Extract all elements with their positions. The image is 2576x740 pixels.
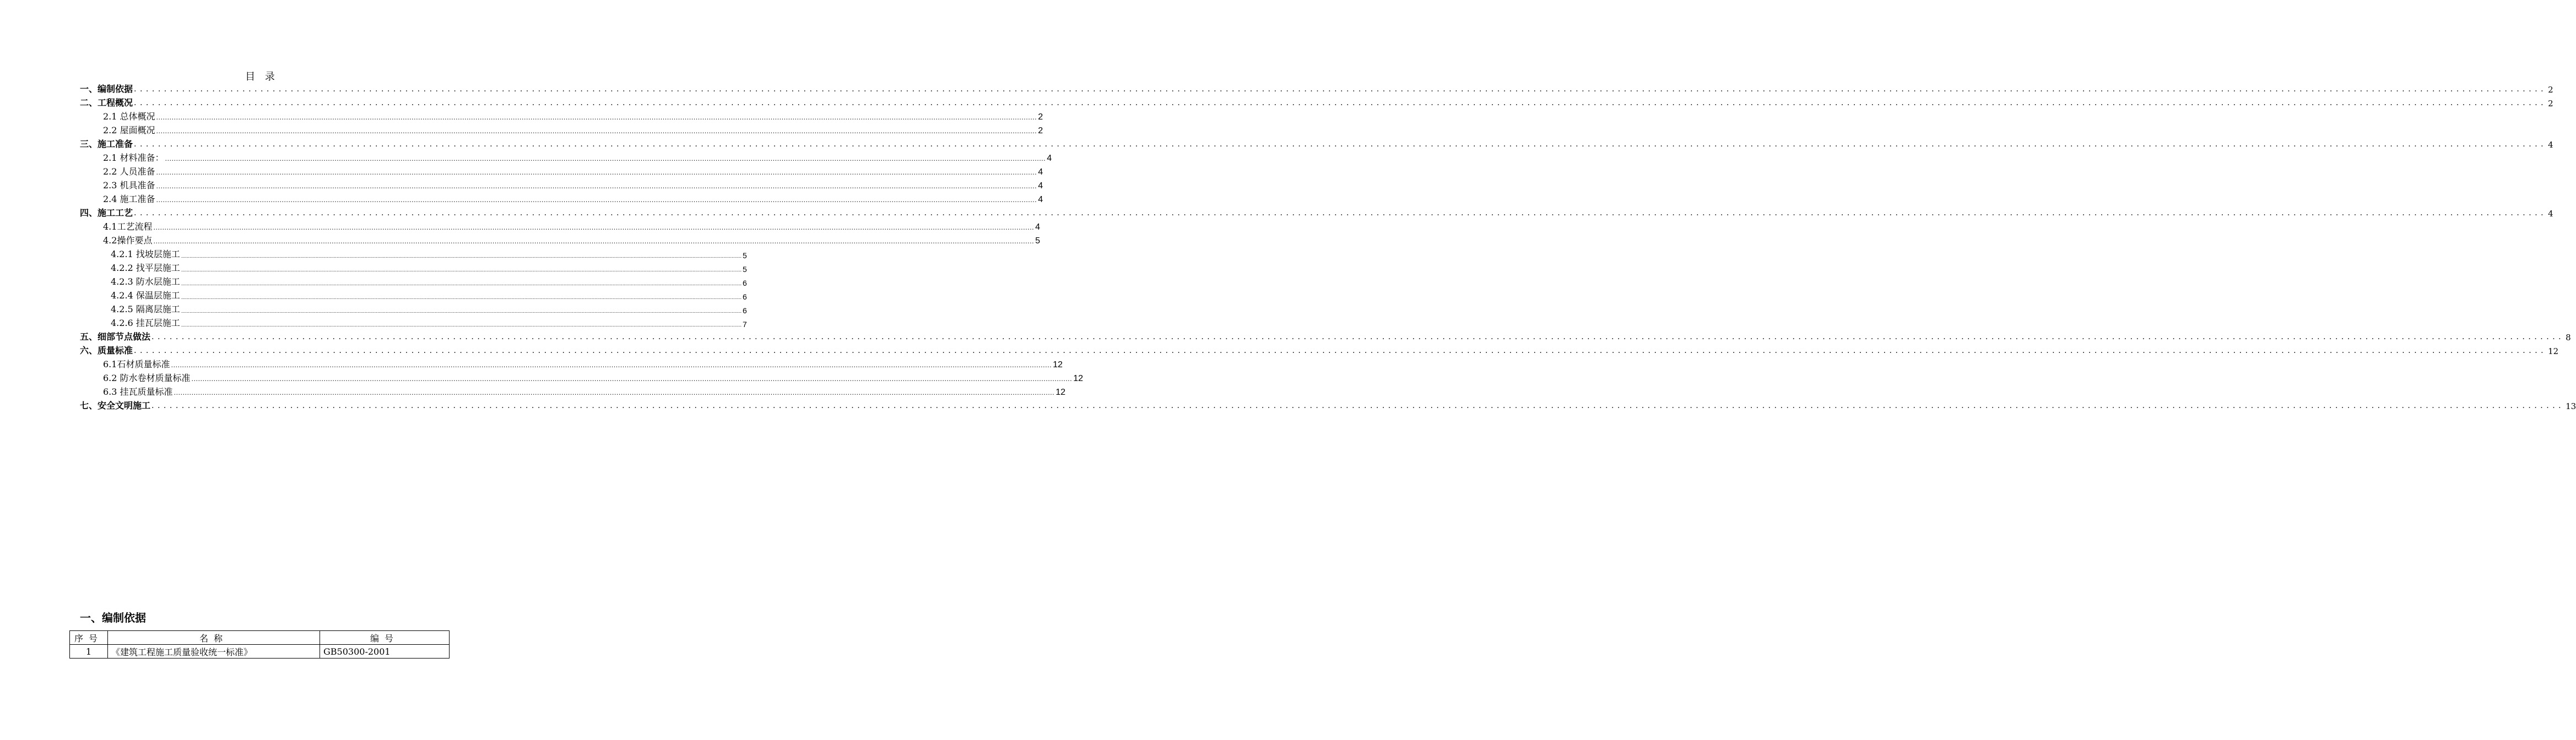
toc-entry-label: 2.3 机具准备 — [103, 180, 155, 191]
toc-entry-page: 12 — [1053, 360, 1063, 369]
toc-entry[interactable] — [80, 96, 2553, 108]
cell-name: 《建筑工程施工质量验收统一标准》 — [108, 645, 320, 659]
toc-entry[interactable] — [103, 193, 1043, 205]
toc-entry-label: 6.2 防水卷材质量标准 — [103, 373, 191, 383]
toc-entry[interactable] — [103, 234, 1040, 246]
toc-entry-page: 4 — [1047, 154, 1052, 163]
header-name: 名称 — [108, 631, 320, 645]
toc-leader-dots: ................................................................................................................................................................................................................................................................................................................................................................................................................ — [181, 268, 742, 273]
toc-entry[interactable] — [80, 344, 2559, 356]
toc-entry[interactable] — [103, 124, 1043, 136]
toc-entry[interactable] — [103, 165, 1043, 177]
toc-leader-dots: ................................................................................................................................................................................................................................................................................................................................................................................................................ — [156, 114, 1037, 121]
toc-entry-page: 4 — [2548, 209, 2553, 219]
toc-entry[interactable] — [80, 206, 2553, 219]
toc-entry-page: 4 — [1038, 195, 1043, 204]
toc-entry-page: 6 — [743, 279, 747, 287]
toc-entry[interactable] — [80, 138, 2553, 150]
toc-leader-dots: ................................................................................................................................................................................................................................................................................................................................................................................................................ — [156, 128, 1037, 135]
toc-leader-dots: ................................................................................................................................................................................................................................................................................................................................................................................................................ — [134, 140, 2547, 149]
toc-entry-page: 5 — [743, 251, 747, 260]
toc-entry-label: 三、施工准备 — [80, 139, 133, 149]
cell-code: GB50300-2001 — [320, 645, 450, 659]
toc-leader-dots: ................................................................................................................................................................................................................................................................................................................................................................................................................ — [181, 254, 742, 259]
toc-leader-dots: ................................................................................................................................................................................................................................................................................................................................................................................................................ — [156, 197, 1037, 204]
toc-entry-page: 13 — [2566, 401, 2576, 411]
toc-leader-dots: ................................................................................................................................................................................................................................................................................................................................................................................................................ — [181, 309, 742, 314]
toc-entry-page: 2 — [2548, 85, 2553, 95]
toc-entry-page: 2 — [1038, 112, 1043, 122]
toc-entry-label: 4.2.1 找坡层施工 — [111, 249, 180, 259]
toc-entry-label: 4.2.3 防水层施工 — [111, 276, 180, 287]
toc-entry[interactable] — [111, 317, 747, 329]
toc-entry[interactable] — [103, 110, 1043, 122]
basis-table — [69, 630, 450, 659]
toc-entry-label: 2.2 屋面概况 — [103, 125, 155, 135]
toc-entry-label: 2.1 材料准备： — [103, 153, 164, 163]
toc-entry-label: 6.3 挂瓦质量标准 — [103, 387, 173, 397]
toc-entry[interactable] — [111, 262, 747, 274]
toc-entry-label: 4.2.5 隔离层施工 — [111, 304, 180, 314]
toc-leader-dots: ................................................................................................................................................................................................................................................................................................................................................................................................................ — [156, 183, 1037, 190]
toc-leader-dots: ................................................................................................................................................................................................................................................................................................................................................................................................................ — [151, 401, 2565, 410]
toc-leader-dots: ................................................................................................................................................................................................................................................................................................................................................................................................................ — [134, 99, 2547, 107]
toc-leader-dots: ................................................................................................................................................................................................................................................................................................................................................................................................................ — [191, 376, 1073, 383]
table-header-row — [70, 631, 450, 645]
toc-entry-label: 四、施工工艺 — [80, 208, 133, 218]
toc-leader-dots: ................................................................................................................................................................................................................................................................................................................................................................................................................ — [151, 333, 2565, 341]
toc-entry[interactable] — [111, 248, 747, 260]
toc-entry[interactable] — [103, 220, 1040, 232]
toc-entry[interactable] — [111, 289, 747, 301]
cell-no: 1 — [70, 645, 108, 659]
toc-entry-label: 4.1工艺流程 — [103, 221, 153, 232]
toc-entry-label: 4.2操作要点 — [103, 235, 153, 246]
toc-entry-page: 5 — [1035, 236, 1040, 246]
toc-entry[interactable] — [103, 151, 1052, 164]
toc-entry-page: 6 — [743, 292, 747, 301]
toc-leader-dots: ................................................................................................................................................................................................................................................................................................................................................................................................................ — [171, 362, 1052, 369]
toc-entry-page: 2 — [2548, 99, 2553, 108]
toc-entry-page: 12 — [1073, 374, 1083, 383]
toc-entry-label: 4.2.4 保温层施工 — [111, 290, 180, 301]
toc-leader-dots: ................................................................................................................................................................................................................................................................................................................................................................................................................ — [181, 281, 742, 286]
toc-entry-page: 5 — [743, 265, 747, 274]
toc-entry[interactable] — [103, 385, 1065, 398]
toc-entry[interactable] — [80, 330, 2571, 342]
toc-leader-dots: ................................................................................................................................................................................................................................................................................................................................................................................................................ — [153, 224, 1035, 231]
toc-entry-page: 2 — [1038, 126, 1043, 135]
toc-leader-dots: ................................................................................................................................................................................................................................................................................................................................................................................................................ — [153, 238, 1035, 245]
toc-leader-dots: ................................................................................................................................................................................................................................................................................................................................................................................................................ — [134, 209, 2547, 217]
toc-entry-label: 一、编制依据 — [80, 84, 133, 94]
toc-entry-page: 12 — [1056, 388, 1065, 397]
toc-entry-page: 6 — [743, 306, 747, 315]
toc-entry-label: 4.2.6 挂瓦层施工 — [111, 318, 180, 328]
header-code: 编号 — [320, 631, 450, 645]
toc-title: 目 录 — [245, 71, 278, 83]
table-row — [70, 645, 450, 659]
toc-entry-page: 12 — [2548, 346, 2559, 356]
toc-entry-page: 4 — [1038, 181, 1043, 191]
header-no: 序号 — [70, 631, 108, 645]
toc-entry-label: 六、质量标准 — [80, 345, 133, 356]
toc-entry-label: 2.4 施工准备 — [103, 194, 155, 204]
toc-entry[interactable] — [111, 275, 747, 287]
toc-entry-page: 4 — [1035, 222, 1040, 232]
toc-entry-page: 4 — [2548, 140, 2553, 150]
toc-entry-label: 五、细部节点做法 — [80, 331, 151, 342]
toc-entry[interactable] — [80, 83, 2553, 95]
toc-entry-page: 7 — [743, 320, 747, 329]
toc-leader-dots: ................................................................................................................................................................................................................................................................................................................................................................................................................ — [174, 389, 1055, 396]
toc-entry-page: 4 — [1038, 167, 1043, 177]
toc-entry[interactable] — [103, 358, 1063, 370]
toc-entry-label: 2.2 人员准备 — [103, 166, 155, 177]
toc-entry-label: 七、安全文明施工 — [80, 400, 151, 411]
toc-leader-dots: ................................................................................................................................................................................................................................................................................................................................................................................................................ — [165, 155, 1046, 162]
toc-entry[interactable] — [103, 372, 1083, 384]
toc-entry[interactable] — [111, 303, 747, 315]
toc-entry[interactable] — [80, 399, 2576, 411]
toc-entry[interactable] — [103, 179, 1043, 191]
toc-leader-dots: ................................................................................................................................................................................................................................................................................................................................................................................................................ — [181, 323, 742, 328]
toc-leader-dots: ................................................................................................................................................................................................................................................................................................................................................................................................................ — [134, 85, 2547, 94]
toc-entry-page: 8 — [2566, 333, 2571, 342]
toc-leader-dots: ................................................................................................................................................................................................................................................................................................................................................................................................................ — [156, 169, 1037, 176]
section-heading: 一、编制依据 — [80, 611, 146, 624]
toc-entry-label: 6.1石材质量标准 — [103, 359, 170, 369]
toc-entry-label: 2.1 总体概况 — [103, 111, 155, 122]
toc-leader-dots: ................................................................................................................................................................................................................................................................................................................................................................................................................ — [134, 346, 2547, 355]
toc-leader-dots: ................................................................................................................................................................................................................................................................................................................................................................................................................ — [181, 295, 742, 300]
toc-entry-label: 二、工程概况 — [80, 97, 133, 108]
toc-entry-label: 4.2.2 找平层施工 — [111, 263, 180, 273]
